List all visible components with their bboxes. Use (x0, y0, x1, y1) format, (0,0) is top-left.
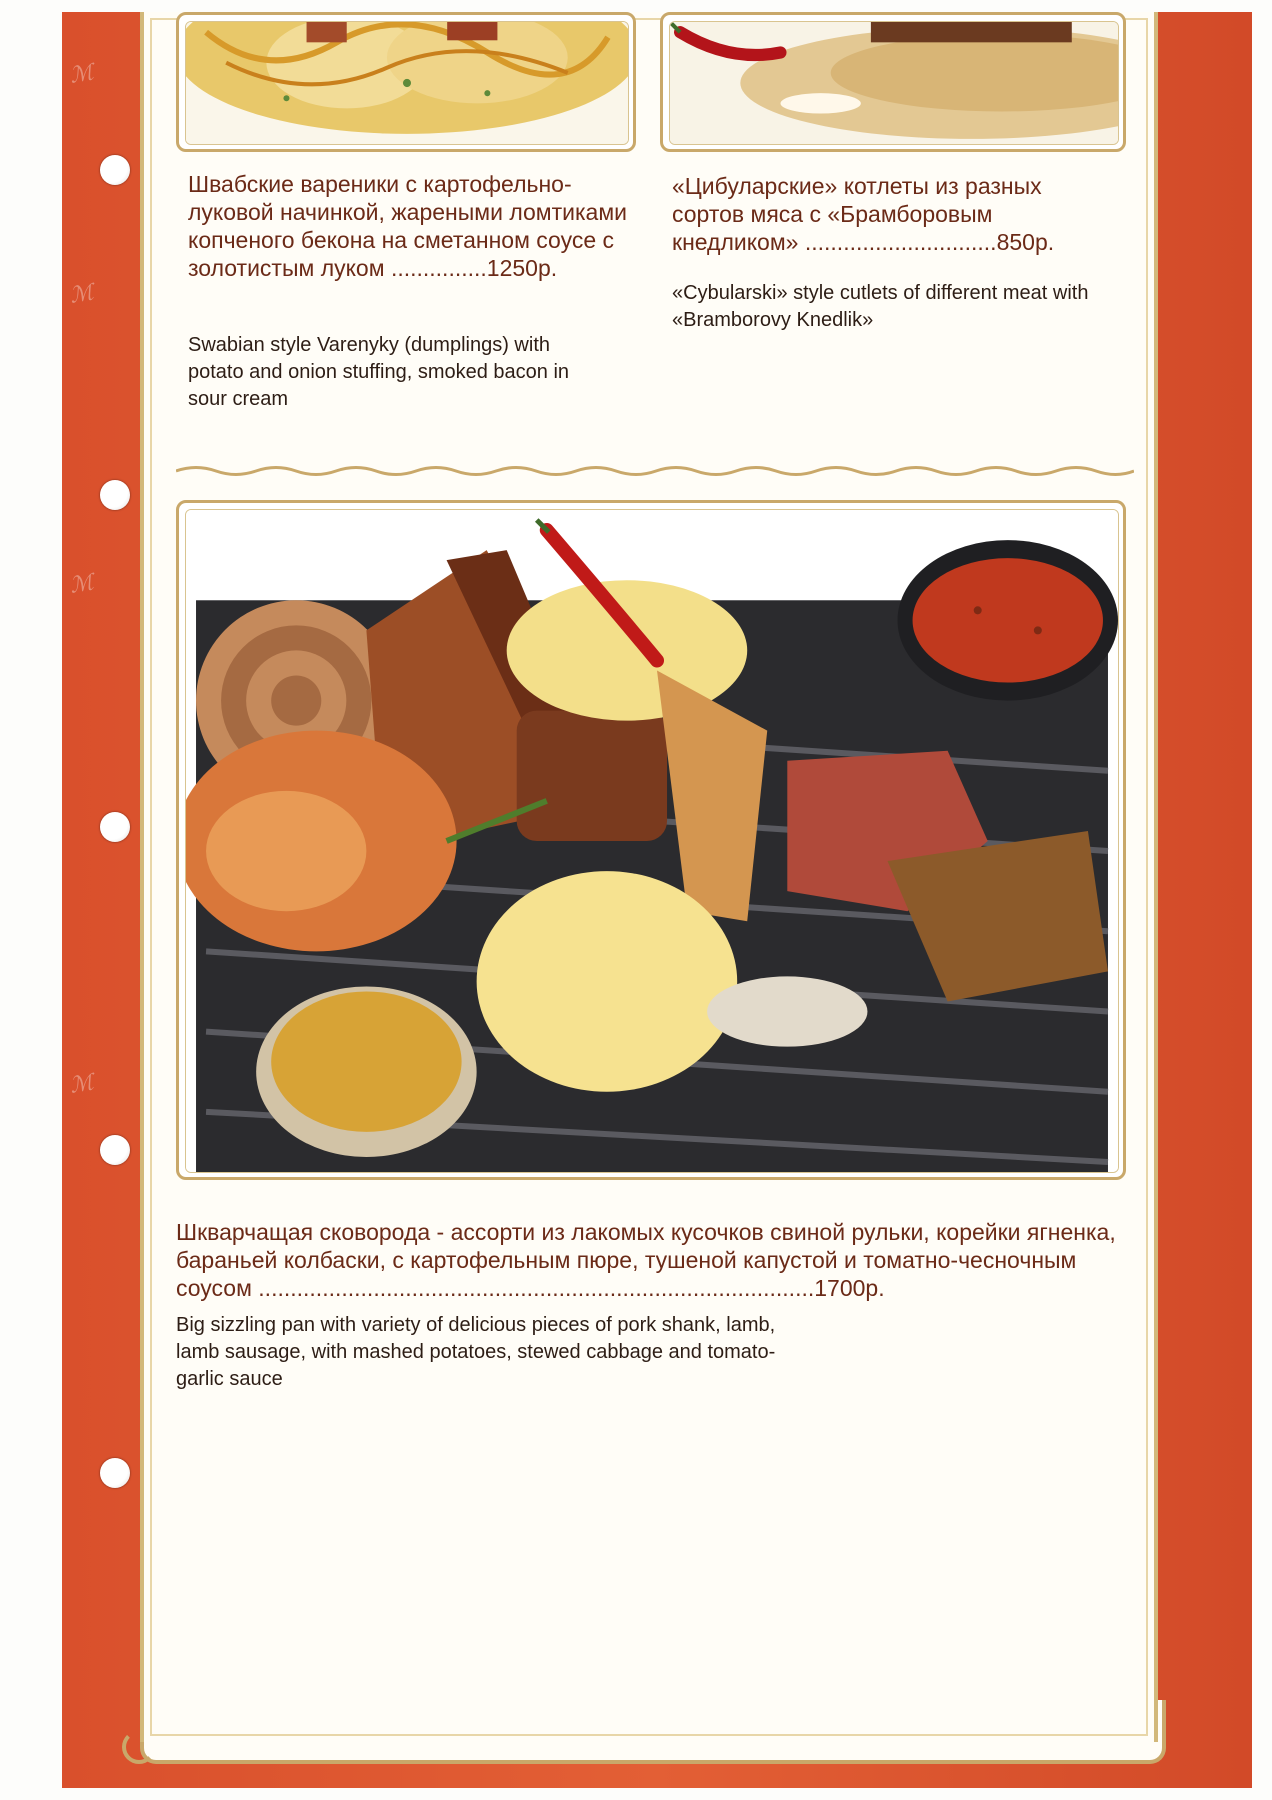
dish-2-description: «Cybularski» style cutlets of different meat with «Bramborovy Knedlik» (672, 282, 1089, 331)
dish-3-title-text: Шкварчащая сковорода - ассорти из лакомых кусочков свиной рульки, корейки ягненка, бараньей колбаски, с картофельным пюре, тушеной капустой и томатно-чесночным соусом (176, 1219, 1116, 1301)
cutlets-photo (660, 12, 1126, 152)
dish-3-price: 1700р. (814, 1275, 885, 1301)
cutlets-illustration (670, 22, 1118, 144)
dish-3-leader: ....................................................................................... (258, 1275, 815, 1301)
binder-hole (100, 1135, 130, 1165)
dish-2-leader: .............................. (804, 229, 997, 255)
dish-2-title-text: «Цибуларские» котлеты из разных сортов мяса с «Брамборовым кнедликом» (672, 173, 1042, 255)
dish-1-price: 1250р. (486, 255, 558, 281)
sizzling-pan-illustration (186, 510, 1118, 1172)
binder-hole (100, 480, 130, 510)
sizzling-pan-photo (176, 500, 1126, 1180)
watermark-mark: ℳ (68, 1070, 96, 1099)
watermark-mark: ℳ (68, 570, 96, 599)
dish-3-title (176, 1218, 1136, 1302)
binder-hole (100, 155, 130, 185)
ornamental-divider (176, 464, 1134, 478)
dumplings-photo (176, 12, 636, 152)
dish-3-description: Big sizzling pan with variety of delicious pieces of pork shank, lamb, lamb sausage, with mashed potatoes, stewed cabbage and tomato-garlic sauce (176, 1314, 776, 1390)
binder-hole (100, 1458, 130, 1488)
watermark-mark: ℳ (68, 60, 96, 89)
watermark-mark: ℳ (68, 280, 96, 309)
dish-2-title (672, 172, 1112, 256)
dish-1-title (188, 170, 628, 282)
binder-hole (100, 812, 130, 842)
dumplings-illustration (186, 22, 628, 144)
menu-page (140, 12, 1158, 1742)
dish-1-leader: ............... (390, 255, 487, 281)
dish-2-price: 850р. (996, 229, 1055, 255)
dish-1-title-text: Швабские вареники с картофельно-луковой начинкой, жареными ломтиками копченого бекона на сметанном соусе с золотистым луком (188, 171, 628, 281)
dish-1-description: Swabian style Varenyky (dumplings) with potato and onion stuffing, smoked bacon in sour cream (188, 334, 570, 410)
